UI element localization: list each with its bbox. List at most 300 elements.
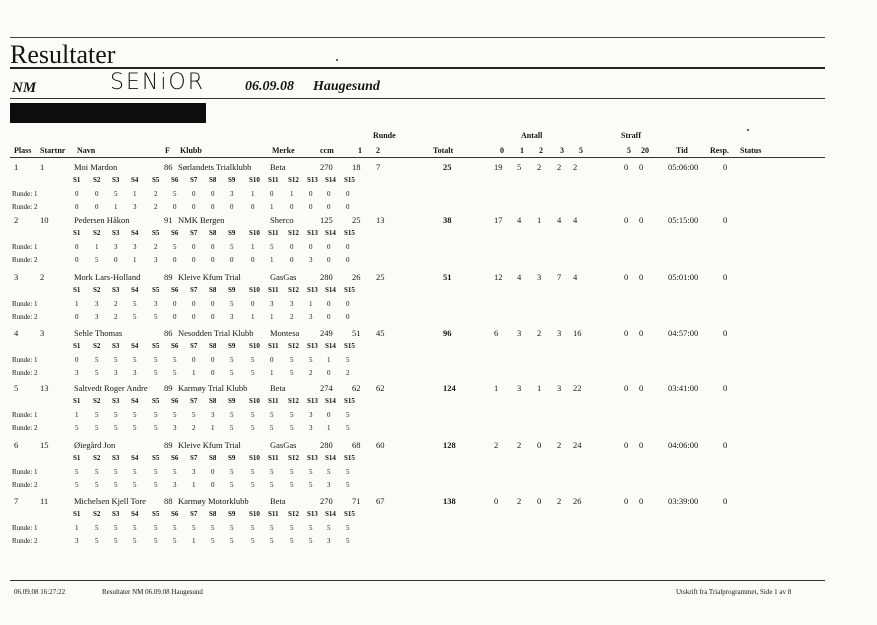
col-merke: Merke	[272, 146, 295, 155]
column-header-rule	[10, 157, 825, 158]
rider-count-1: 4	[517, 272, 522, 282]
runde-2-score: 1	[133, 256, 137, 264]
rider-plass: 5	[14, 383, 19, 393]
runde-1-score: 0	[346, 300, 350, 308]
runde-1-score: 5	[309, 524, 313, 532]
rider-count-1: 2	[517, 440, 522, 450]
runde-2-score: 5	[230, 424, 234, 432]
rider-brand: Montesa	[270, 328, 300, 338]
rider-penalty-20: 0	[639, 440, 644, 450]
runde-1-score: 5	[230, 243, 234, 251]
runde-1-score: 5	[95, 468, 99, 476]
rider-penalty-5: 0	[624, 162, 629, 172]
rider-startnr: 13	[40, 383, 49, 393]
rider-round1-total: 62	[352, 383, 361, 393]
rider-total: 25	[443, 162, 452, 172]
runde-2-score: 0	[75, 203, 79, 211]
runde-1-score: 0	[75, 356, 79, 364]
runde-1-score: 5	[290, 356, 294, 364]
rider-total: 138	[443, 496, 456, 506]
runde-2-score: 0	[290, 256, 294, 264]
section-label: S9	[228, 454, 236, 462]
runde-2-score: 0	[211, 369, 215, 377]
rider-count-5: 24	[573, 440, 582, 450]
runde-1-score: 5	[173, 524, 177, 532]
section-label: S7	[190, 397, 198, 405]
footer-document-name: Resultater NM 06.09.08 Haugesund	[102, 588, 203, 596]
runde-1-score: 5	[309, 356, 313, 364]
runde-2-score: 5	[154, 537, 158, 545]
section-label: S14	[325, 397, 336, 405]
section-label: S11	[268, 342, 279, 350]
rider-year: 89	[164, 440, 173, 450]
footer-rule	[10, 580, 825, 581]
rider-startnr: 15	[40, 440, 49, 450]
rider-round1-total: 68	[352, 440, 361, 450]
runde-1-score: 5	[154, 356, 158, 364]
runde-1-score: 5	[114, 411, 118, 419]
rider-round2-total: 62	[376, 383, 385, 393]
rider-penalty-20: 0	[639, 215, 644, 225]
section-label: S9	[228, 176, 236, 184]
section-label: S1	[73, 342, 81, 350]
rider-count-3: 2	[557, 496, 562, 506]
section-label: S3	[112, 510, 120, 518]
event-venue: Haugesund	[313, 79, 380, 94]
runde-2-score: 5	[114, 481, 118, 489]
runde-2-score: 5	[114, 537, 118, 545]
runde-2-score: 5	[251, 424, 255, 432]
runde-1-score: 0	[290, 243, 294, 251]
section-label: S8	[209, 454, 217, 462]
runde-1-score: 5	[346, 524, 350, 532]
rider-penalty-5: 0	[624, 328, 629, 338]
runde-1-score: 5	[346, 468, 350, 476]
rider-count-5: 4	[573, 215, 578, 225]
rider-time: 03:41:00	[668, 383, 699, 393]
section-label: S12	[288, 176, 299, 184]
section-label: S13	[307, 510, 318, 518]
rider-count-2: 2	[537, 328, 542, 338]
runde-1-score: 5	[173, 411, 177, 419]
rider-brand: Beta	[270, 496, 286, 506]
page-title: Resultater	[10, 40, 116, 69]
col-f: F	[165, 146, 170, 155]
rider-round1-total: 25	[352, 215, 361, 225]
rider-plass: 7	[14, 496, 19, 506]
runde-2-score: 1	[270, 203, 274, 211]
runde-2-score: 3	[309, 313, 313, 321]
section-label: S7	[190, 286, 198, 294]
runde-2-score: 5	[173, 537, 177, 545]
runde-2-score: 0	[75, 313, 79, 321]
rider-club: Sørlandets Trialklubb	[178, 162, 252, 172]
section-label: S2	[93, 229, 101, 237]
rider-name: Pedersen Håkon	[74, 215, 130, 225]
runde-1-score: 0	[270, 190, 274, 198]
section-label: S7	[190, 510, 198, 518]
rider-count-3: 3	[557, 328, 562, 338]
runde-2-score: 5	[346, 537, 350, 545]
runde-1-score: 3	[154, 300, 158, 308]
runde-1-score: 5	[251, 468, 255, 476]
section-label: S3	[112, 397, 120, 405]
runde-1-score: 5	[114, 356, 118, 364]
runde-2-label: Runde: 2	[12, 537, 38, 545]
runde-2-label: Runde: 2	[12, 313, 38, 321]
section-label: S6	[171, 229, 179, 237]
runde-2-score: 3	[75, 537, 79, 545]
rider-club: Karmøy Trial Klubb	[178, 383, 248, 393]
section-label: S6	[171, 286, 179, 294]
runde-1-score: 3	[309, 411, 313, 419]
col-a5: 5	[579, 146, 583, 155]
section-label: S13	[307, 286, 318, 294]
runde-2-score: 1	[251, 313, 255, 321]
runde-2-score: 5	[270, 537, 274, 545]
runde-1-score: 3	[114, 243, 118, 251]
runde-2-score: 5	[95, 424, 99, 432]
col-totalt: Totalt	[433, 146, 454, 155]
section-label: S12	[288, 397, 299, 405]
section-label: S13	[307, 397, 318, 405]
runde-1-score: 5	[327, 468, 331, 476]
runde-1-score: 5	[133, 524, 137, 532]
section-label: S5	[152, 176, 160, 184]
rider-brand: GasGas	[270, 272, 297, 282]
runde-2-score: 3	[309, 256, 313, 264]
runde-1-score: 0	[75, 190, 79, 198]
runde-2-score: 0	[327, 369, 331, 377]
section-label: S6	[171, 454, 179, 462]
runde-2-label: Runde: 2	[12, 256, 38, 264]
rider-name: Moi Mardon	[74, 162, 118, 172]
rider-penalty-5: 0	[624, 496, 629, 506]
runde-1-score: 5	[154, 411, 158, 419]
runde-2-score: 5	[154, 369, 158, 377]
rider-name: Saltvedt Roger Andre	[74, 383, 148, 393]
section-label: S8	[209, 176, 217, 184]
runde-1-label: Runde: 1	[12, 356, 38, 364]
runde-1-score: 5	[133, 356, 137, 364]
runde-2-score: 0	[211, 256, 215, 264]
runde-1-score: 1	[309, 300, 313, 308]
rider-year: 88	[164, 496, 173, 506]
runde-1-score: 5	[230, 300, 234, 308]
rider-startnr: 3	[40, 328, 45, 338]
runde-2-score: 0	[114, 256, 118, 264]
rider-name: Michelsen Kjell Tore	[74, 496, 146, 506]
runde-1-score: 0	[211, 243, 215, 251]
runde-2-score: 3	[114, 369, 118, 377]
runde-1-score: 1	[290, 190, 294, 198]
runde-2-score: 5	[133, 424, 137, 432]
runde-2-score: 5	[251, 481, 255, 489]
runde-1-score: 0	[327, 411, 331, 419]
class-handwritten: SENiOR	[110, 70, 206, 95]
section-label: S10	[249, 229, 260, 237]
rider-year: 91	[164, 215, 173, 225]
runde-1-score: 0	[95, 190, 99, 198]
section-label: S10	[249, 342, 260, 350]
section-label: S2	[93, 286, 101, 294]
runde-2-score: 5	[346, 424, 350, 432]
section-label: S15	[344, 510, 355, 518]
runde-1-score: 1	[251, 243, 255, 251]
rider-resp: 0	[723, 272, 728, 282]
section-label: S4	[131, 229, 139, 237]
runde-2-score: 5	[290, 537, 294, 545]
col-runde: Runde	[373, 131, 396, 140]
rider-year: 86	[164, 328, 173, 338]
section-label: S11	[268, 510, 279, 518]
section-label: S12	[288, 510, 299, 518]
runde-1-score: 5	[133, 411, 137, 419]
section-label: S8	[209, 229, 217, 237]
rider-round1-total: 18	[352, 162, 361, 172]
rider-penalty-5: 0	[624, 215, 629, 225]
runde-2-score: 3	[133, 203, 137, 211]
runde-1-score: 1	[75, 524, 79, 532]
footer-source: Utskrift fra Trialprogrammet, Side 1 av 8	[676, 588, 792, 596]
redaction-bar	[10, 103, 206, 123]
section-label: S10	[249, 454, 260, 462]
section-label: S12	[288, 286, 299, 294]
runde-1-score: 0	[192, 243, 196, 251]
col-klubb: Klubb	[180, 146, 202, 155]
runde-1-score: 5	[192, 524, 196, 532]
rider-count-1: 2	[517, 496, 522, 506]
top-thin-rule	[10, 37, 825, 38]
runde-1-score: 5	[133, 468, 137, 476]
rider-year: 86	[164, 162, 173, 172]
runde-2-score: 0	[173, 256, 177, 264]
runde-2-score: 3	[173, 424, 177, 432]
runde-1-score: 5	[270, 524, 274, 532]
runde-2-label: Runde: 2	[12, 481, 38, 489]
col-a1: 1	[520, 146, 524, 155]
section-label: S7	[190, 176, 198, 184]
runde-1-score: 5	[154, 468, 158, 476]
rider-ccm: 274	[320, 383, 333, 393]
col-antall: Antall	[521, 131, 543, 140]
runde-2-label: Runde: 2	[12, 424, 38, 432]
col-a3: 3	[560, 146, 564, 155]
section-label: S14	[325, 286, 336, 294]
section-label: S6	[171, 176, 179, 184]
section-label: S8	[209, 342, 217, 350]
section-label: S15	[344, 286, 355, 294]
runde-1-score: 5	[346, 411, 350, 419]
runde-1-score: 5	[230, 356, 234, 364]
runde-2-score: 5	[133, 481, 137, 489]
col-r1: 1	[358, 146, 362, 155]
section-label: S1	[73, 176, 81, 184]
rider-count-0: 1	[494, 383, 499, 393]
runde-1-score: 5	[75, 468, 79, 476]
section-label: S9	[228, 286, 236, 294]
runde-1-score: 5	[230, 468, 234, 476]
runde-2-score: 5	[230, 481, 234, 489]
rider-club: Kleive Kfum Trial	[178, 440, 241, 450]
runde-1-score: 0	[309, 243, 313, 251]
rider-brand: Sherco	[270, 215, 294, 225]
runde-1-score: 5	[95, 524, 99, 532]
section-label: S10	[249, 286, 260, 294]
section-label: S15	[344, 229, 355, 237]
section-label: S7	[190, 229, 198, 237]
runde-1-score: 0	[173, 300, 177, 308]
col-a0: 0	[500, 146, 504, 155]
section-label: S9	[228, 510, 236, 518]
section-label: S1	[73, 510, 81, 518]
section-label: S5	[152, 510, 160, 518]
rider-round2-total: 13	[376, 215, 385, 225]
rider-penalty-20: 0	[639, 383, 644, 393]
runde-1-score: 5	[173, 190, 177, 198]
runde-1-score: 0	[251, 300, 255, 308]
section-label: S3	[112, 176, 120, 184]
rider-count-0: 12	[494, 272, 503, 282]
section-label: S1	[73, 397, 81, 405]
section-label: S3	[112, 229, 120, 237]
runde-2-score: 1	[211, 424, 215, 432]
runde-2-score: 2	[154, 203, 158, 211]
col-tid: Tid	[676, 146, 688, 155]
runde-1-score: 5	[251, 356, 255, 364]
section-label: S8	[209, 510, 217, 518]
rider-penalty-5: 0	[624, 440, 629, 450]
runde-2-score: 3	[327, 481, 331, 489]
runde-2-score: 1	[192, 369, 196, 377]
section-label: S2	[93, 176, 101, 184]
runde-1-score: 3	[270, 300, 274, 308]
rider-count-1: 3	[517, 383, 522, 393]
section-label: S9	[228, 229, 236, 237]
runde-1-score: 1	[251, 190, 255, 198]
runde-1-score: 5	[290, 524, 294, 532]
rider-count-2: 0	[537, 440, 542, 450]
runde-1-score: 5	[230, 411, 234, 419]
rider-time: 03:39:00	[668, 496, 699, 506]
runde-2-score: 0	[230, 256, 234, 264]
runde-1-score: 5	[270, 243, 274, 251]
runde-2-score: 1	[270, 256, 274, 264]
rider-year: 89	[164, 272, 173, 282]
runde-1-score: 0	[192, 356, 196, 364]
rider-count-5: 2	[573, 162, 578, 172]
runde-2-score: 0	[75, 256, 79, 264]
runde-1-label: Runde: 1	[12, 300, 38, 308]
runde-1-score: 5	[251, 524, 255, 532]
section-label: S5	[152, 286, 160, 294]
section-label: S7	[190, 342, 198, 350]
runde-1-score: 0	[270, 356, 274, 364]
section-label: S2	[93, 454, 101, 462]
runde-1-score: 0	[211, 300, 215, 308]
rider-round1-total: 51	[352, 328, 361, 338]
rider-count-2: 2	[537, 162, 542, 172]
section-label: S7	[190, 454, 198, 462]
runde-1-score: 5	[211, 524, 215, 532]
rider-name: Sehle Thomas	[74, 328, 123, 338]
footer-timestamp: 06.09.08 16:27:22	[14, 588, 66, 596]
rider-startnr: 10	[40, 215, 49, 225]
col-straff: Straff	[621, 131, 641, 140]
runde-2-label: Runde: 2	[12, 369, 38, 377]
section-label: S14	[325, 454, 336, 462]
runde-1-score: 3	[95, 300, 99, 308]
col-s20: 20	[641, 146, 649, 155]
runde-2-score: 0	[251, 203, 255, 211]
runde-2-score: 5	[309, 481, 313, 489]
runde-2-score: 5	[309, 537, 313, 545]
rider-brand: Beta	[270, 162, 286, 172]
runde-1-score: 5	[133, 300, 137, 308]
runde-1-label: Runde: 1	[12, 190, 38, 198]
rider-name: Mork Lars-Holland	[74, 272, 141, 282]
rider-startnr: 2	[40, 272, 45, 282]
runde-2-score: 0	[211, 313, 215, 321]
col-r2: 2	[376, 146, 380, 155]
runde-1-score: 1	[75, 300, 79, 308]
runde-1-score: 0	[75, 243, 79, 251]
runde-1-score: 5	[327, 524, 331, 532]
rider-total: 96	[443, 328, 452, 338]
rider-penalty-20: 0	[639, 328, 644, 338]
runde-1-score: 5	[309, 468, 313, 476]
runde-2-score: 1	[192, 481, 196, 489]
runde-2-score: 5	[346, 481, 350, 489]
rider-count-3: 2	[557, 162, 562, 172]
runde-2-score: 3	[154, 256, 158, 264]
runde-2-score: 5	[154, 481, 158, 489]
rider-ccm: 280	[320, 272, 333, 282]
section-label: S4	[131, 454, 139, 462]
rider-plass: 1	[14, 162, 19, 172]
runde-1-score: 0	[346, 190, 350, 198]
rider-brand: Beta	[270, 383, 286, 393]
rider-count-5: 22	[573, 383, 582, 393]
section-label: S10	[249, 510, 260, 518]
runde-1-score: 1	[95, 243, 99, 251]
rider-resp: 0	[723, 328, 728, 338]
runde-2-score: 5	[95, 481, 99, 489]
rider-time: 05:06:00	[668, 162, 699, 172]
runde-2-score: 5	[154, 424, 158, 432]
section-label: S14	[325, 229, 336, 237]
runde-1-label: Runde: 1	[12, 468, 38, 476]
event-date: 06.09.08	[245, 79, 294, 94]
rider-club: NMK Bergen	[178, 215, 225, 225]
runde-1-score: 5	[173, 243, 177, 251]
section-label: S15	[344, 454, 355, 462]
rider-count-3: 2	[557, 440, 562, 450]
section-label: S15	[344, 176, 355, 184]
section-label: S11	[268, 229, 279, 237]
section-label: S1	[73, 286, 81, 294]
rider-time: 05:01:00	[668, 272, 699, 282]
col-navn: Navn	[77, 146, 96, 155]
section-label: S3	[112, 342, 120, 350]
rider-startnr: 1	[40, 162, 45, 172]
runde-1-score: 3	[290, 300, 294, 308]
runde-1-score: 1	[133, 190, 137, 198]
section-label: S1	[73, 454, 81, 462]
runde-1-score: 0	[211, 356, 215, 364]
section-label: S11	[268, 176, 279, 184]
runde-1-score: 0	[327, 243, 331, 251]
